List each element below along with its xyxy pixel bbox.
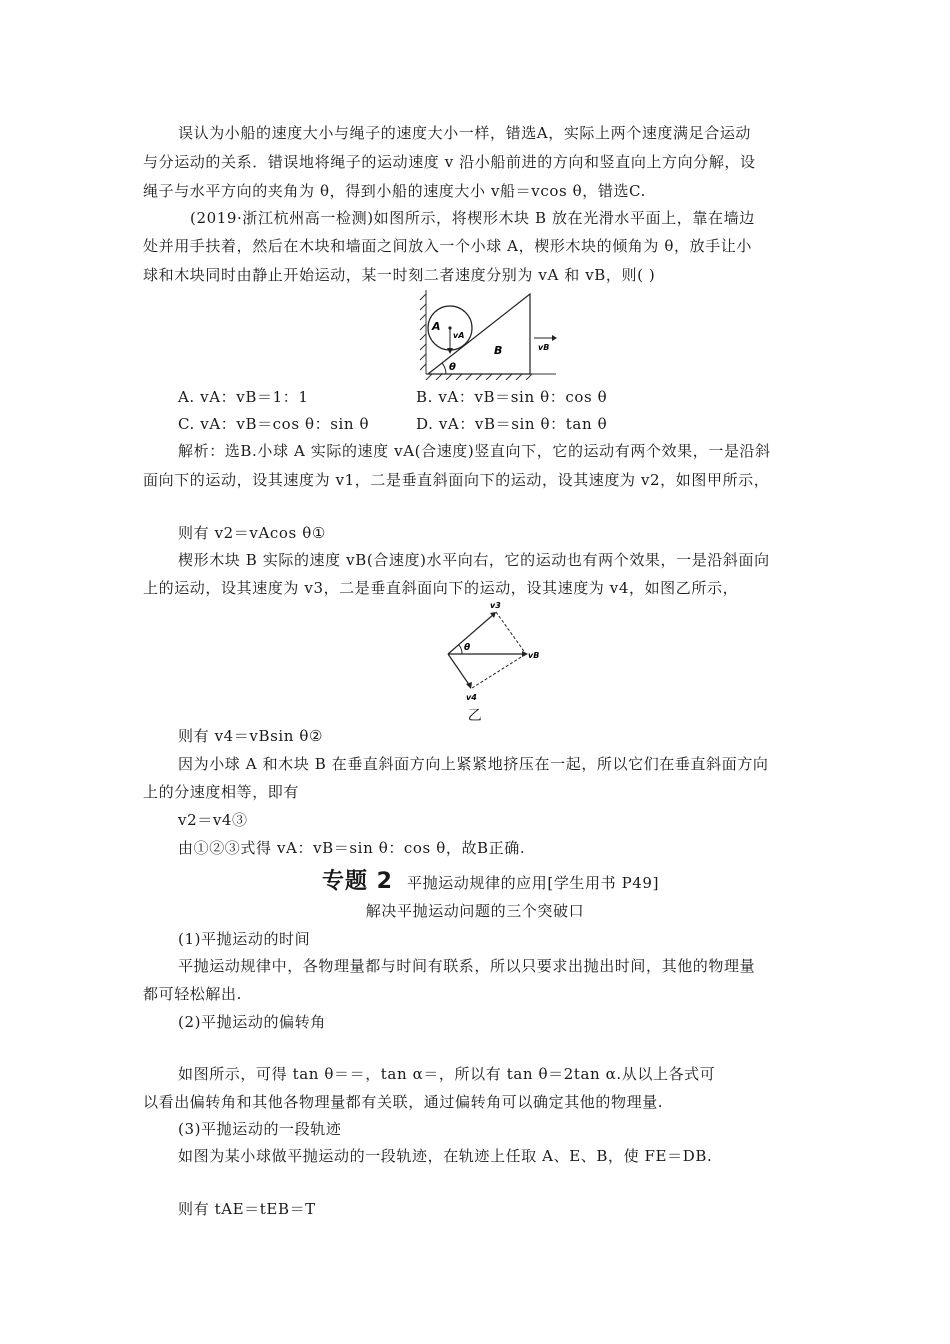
item-title: (2)平抛运动的偏转角	[178, 1013, 326, 1031]
va-label: vA	[453, 331, 465, 340]
question-line: 处并用手扶着，然后在木块和墙面之间放入一个小球 A，楔形木块的倾角为 θ，放手让小	[143, 237, 753, 255]
text-line: 与分运动的关系．错误地将绳子的运动速度 v 沿小船前进的方向和竖直向上方向分解，设	[143, 153, 756, 171]
text-line: 如图为某小球做平抛运动的一段轨迹，在轨迹上任取 A、E、B，使 FE＝DB.	[178, 1147, 713, 1165]
section-heading	[322, 864, 659, 895]
option-b: B. vA：vB＝sin θ：cos θ	[416, 388, 608, 406]
v3-label: v3	[490, 601, 501, 610]
angle-label: θ	[464, 643, 471, 653]
option-d: D. vA：vB＝sin θ：tan θ	[416, 415, 608, 433]
block-label: B	[494, 344, 503, 357]
figure-caption: 乙	[467, 708, 483, 724]
velocity-decomposition-figure	[440, 598, 550, 708]
question-line: (2019·浙江杭州高一检测)如图所示，将楔形木块 B 放在光滑水平面上，靠在墙边	[190, 209, 755, 227]
solution-line: 面向下的运动，设其速度为 v1，二是垂直斜面向下的运动，设其速度为 v2，如图甲所示，	[143, 471, 770, 489]
question-line: 球和木块同时由静止开始运动，某一时刻二者速度分别为 vA 和 vB，则( )	[143, 266, 656, 284]
text-line: 如图所示，可得 tan θ＝＝，tan α＝，所以有 tan θ＝2tan α.从以上各式可	[178, 1065, 716, 1083]
option-c: C. vA：vB＝cos θ：sin θ	[178, 415, 370, 433]
solution-line: 解析：选B.小球 A 实际的速度 vA(合速度)竖直向下，它的运动有两个效果，一是沿斜	[178, 442, 771, 460]
v4-label: v4	[466, 693, 477, 702]
equation-2: 则有 v4＝vBsin θ②	[178, 727, 324, 745]
conclusion-line: 由①②③式得 vA：vB＝sin θ：cos θ，故B正确.	[178, 839, 526, 857]
option-a: A. vA：vB＝1：1	[178, 388, 309, 406]
text-line: 绳子与水平方向的夹角为 θ，得到小船的速度大小 v船＝vcos θ，错选C.	[143, 182, 646, 200]
topic-number: 专题 2	[322, 869, 393, 894]
equation-3: v2＝v4③	[178, 811, 248, 829]
solution-line: 因为小球 A 和木块 B 在垂直斜面方向上紧紧地挤压在一起，所以它们在垂直斜面方向	[178, 755, 769, 773]
solution-line: 上的运动，设其速度为 v3，二是垂直斜面向下的运动，设其速度为 v4，如图乙所示，	[143, 579, 739, 597]
text-line: 以看出偏转角和其他各物理量都有关联，通过偏转角可以确定其他的物理量.	[143, 1093, 664, 1111]
equation-4: 则有 tAE＝tEB＝T	[178, 1200, 316, 1218]
vb-label: vB	[528, 651, 540, 660]
vb-label: vB	[538, 343, 550, 352]
text-line: 误认为小船的速度大小与绳子的速度大小一样，错选A，实际上两个速度满足合运动	[178, 124, 752, 142]
text-line: 都可轻松解出.	[143, 985, 242, 1003]
ball-label: A	[432, 320, 441, 333]
item-title: (1)平抛运动的时间	[178, 930, 311, 948]
item-title: (3)平抛运动的一段轨迹	[178, 1120, 342, 1138]
subheading: 解决平抛运动问题的三个突破口	[365, 902, 585, 920]
text-line: 平抛运动规律中，各物理量都与时间有联系，所以只要求出抛出时间，其他的物理量	[178, 957, 756, 975]
section-title: 平抛运动规律的应用[学生用书 P49]	[406, 874, 660, 892]
wedge-ball-figure	[418, 288, 560, 380]
angle-label: θ	[449, 362, 456, 373]
equation-1: 则有 v2＝vAcos θ①	[178, 524, 326, 542]
solution-line: 楔形木块 B 实际的速度 vB(合速度)水平向右，它的运动也有两个效果，一是沿斜面向	[178, 551, 770, 569]
solution-line: 上的分速度相等，即有	[143, 783, 300, 801]
